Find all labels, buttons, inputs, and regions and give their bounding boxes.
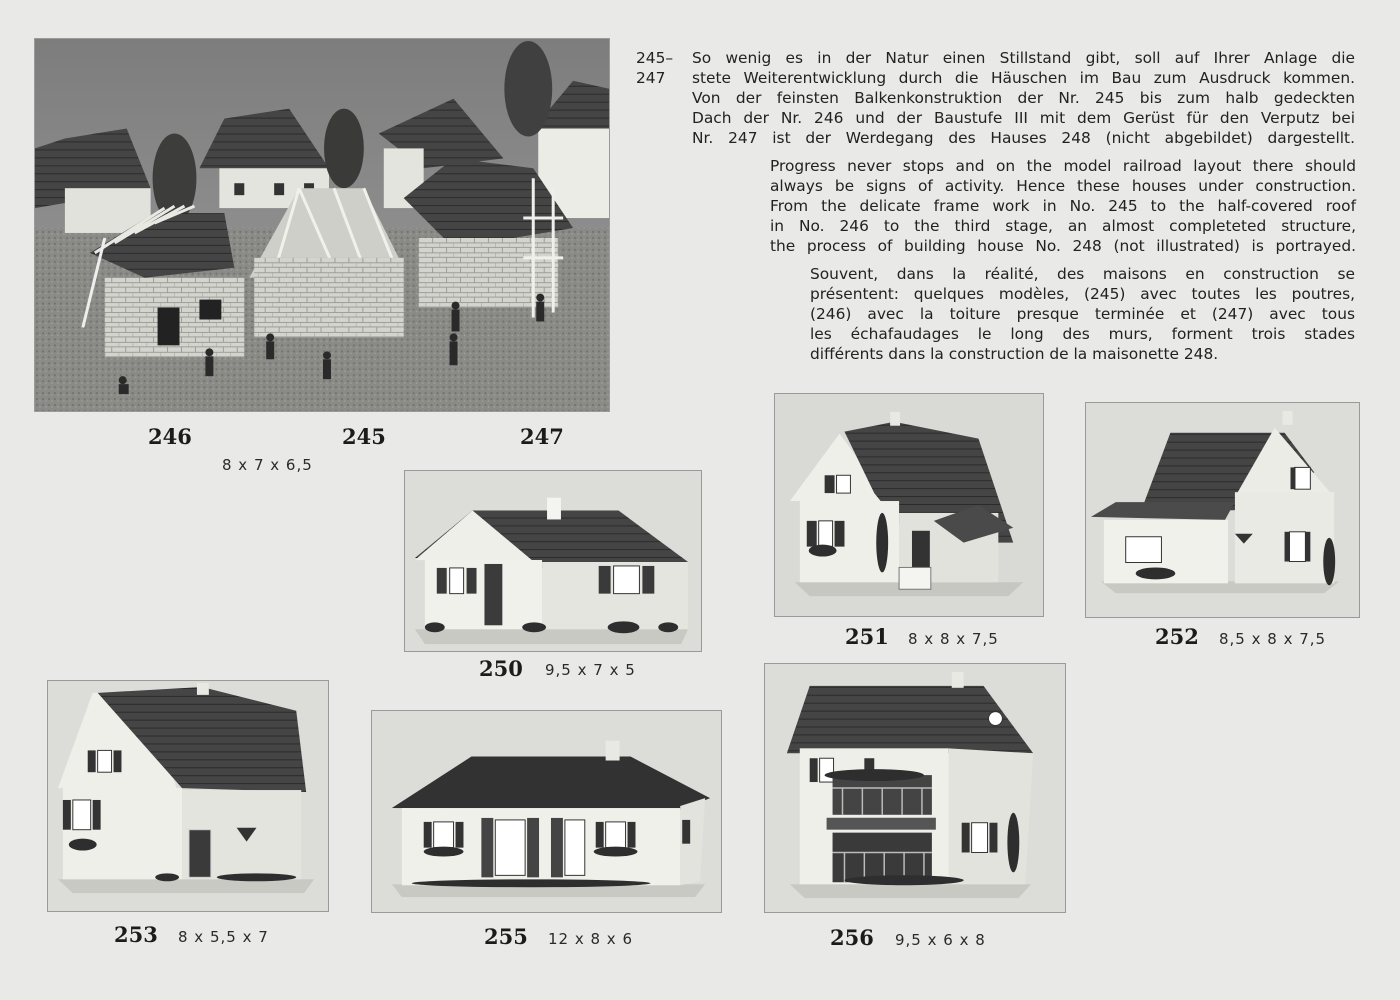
german-line: stete Weiterentwicklung durch die Häuschen im Bau zum Ausdruck kommen. xyxy=(692,69,1355,88)
english-line: in No. 246 to the third stage, an almost completeted structure, xyxy=(770,217,1356,236)
photo-house-256 xyxy=(764,663,1066,913)
item-250-number: 250 xyxy=(479,656,523,681)
item-251-dimensions: 8 x 8 x 7,5 xyxy=(908,630,999,648)
ref-start: 245– xyxy=(636,49,674,67)
french-line: présentent: quelques modèles, (245) avec toutes les poutres, xyxy=(810,285,1355,304)
item-253-dimensions: 8 x 5,5 x 7 xyxy=(178,928,269,946)
french-line: Souvent, dans la réalité, des maisons en construction se xyxy=(810,265,1355,283)
german-paragraph xyxy=(692,48,1355,148)
german-line: Dach der Nr. 246 und der Baustufe III mit dem Gerüst für den Verputz bei xyxy=(692,109,1355,128)
reference-range xyxy=(636,48,673,88)
house-251-image xyxy=(775,394,1043,616)
item-256-dimensions: 9,5 x 6 x 8 xyxy=(895,931,986,949)
item-251-number: 251 xyxy=(845,624,889,649)
german-line: Nr. 247 ist der Werdegang des Hauses 248 (nicht abgebildet) dargestellt. xyxy=(692,129,1355,148)
item-255-number: 255 xyxy=(484,924,528,949)
item-252-dimensions: 8,5 x 8 x 7,5 xyxy=(1219,630,1327,648)
label-245: 245 xyxy=(342,424,386,449)
dimensions-246: 8 x 7 x 6,5 xyxy=(222,456,313,474)
construction-scene-image xyxy=(35,39,609,411)
english-paragraph xyxy=(770,156,1356,256)
photo-house-255 xyxy=(371,710,722,913)
photo-house-252 xyxy=(1085,402,1360,618)
english-line: From the delicate frame work in No. 245 to the half-covered roof xyxy=(770,197,1356,216)
house-256-image xyxy=(765,664,1065,912)
french-line: différents dans la construction de la maisonette 248. xyxy=(810,345,1219,364)
french-paragraph xyxy=(810,264,1355,364)
house-253-image xyxy=(48,681,328,911)
item-253-number: 253 xyxy=(114,922,158,947)
photo-houses-under-construction xyxy=(34,38,610,412)
house-250-image xyxy=(405,471,701,651)
item-256-number: 256 xyxy=(830,925,874,950)
item-255-dimensions: 12 x 8 x 6 xyxy=(548,930,633,948)
photo-house-253 xyxy=(47,680,329,912)
item-252-number: 252 xyxy=(1155,624,1199,649)
label-246: 246 xyxy=(148,424,192,449)
label-247: 247 xyxy=(520,424,564,449)
english-line: the process of building house No. 248 (not illustrated) is portrayed. xyxy=(770,237,1356,256)
french-line: (246) avec la toiture presque terminée et (247) avec tous xyxy=(810,305,1355,324)
english-line: always be signs of activity. Hence these houses under construction. xyxy=(770,177,1356,196)
german-line: Von der feinsten Balkenkonstruktion der Nr. 245 bis zum halb gedeckten xyxy=(692,89,1355,108)
german-line: So wenig es in der Natur einen Stillstand gibt, soll auf Ihrer Anlage die xyxy=(692,49,1355,67)
english-line: Progress never stops and on the model railroad layout there should xyxy=(770,157,1356,175)
house-252-image xyxy=(1086,403,1359,617)
house-255-image xyxy=(372,711,721,912)
photo-house-250 xyxy=(404,470,702,652)
item-250-dimensions: 9,5 x 7 x 5 xyxy=(545,661,636,679)
photo-house-251 xyxy=(774,393,1044,617)
french-line: les échafaudages le long des murs, forment trois stades xyxy=(810,325,1355,344)
ref-end: 247 xyxy=(636,69,666,88)
